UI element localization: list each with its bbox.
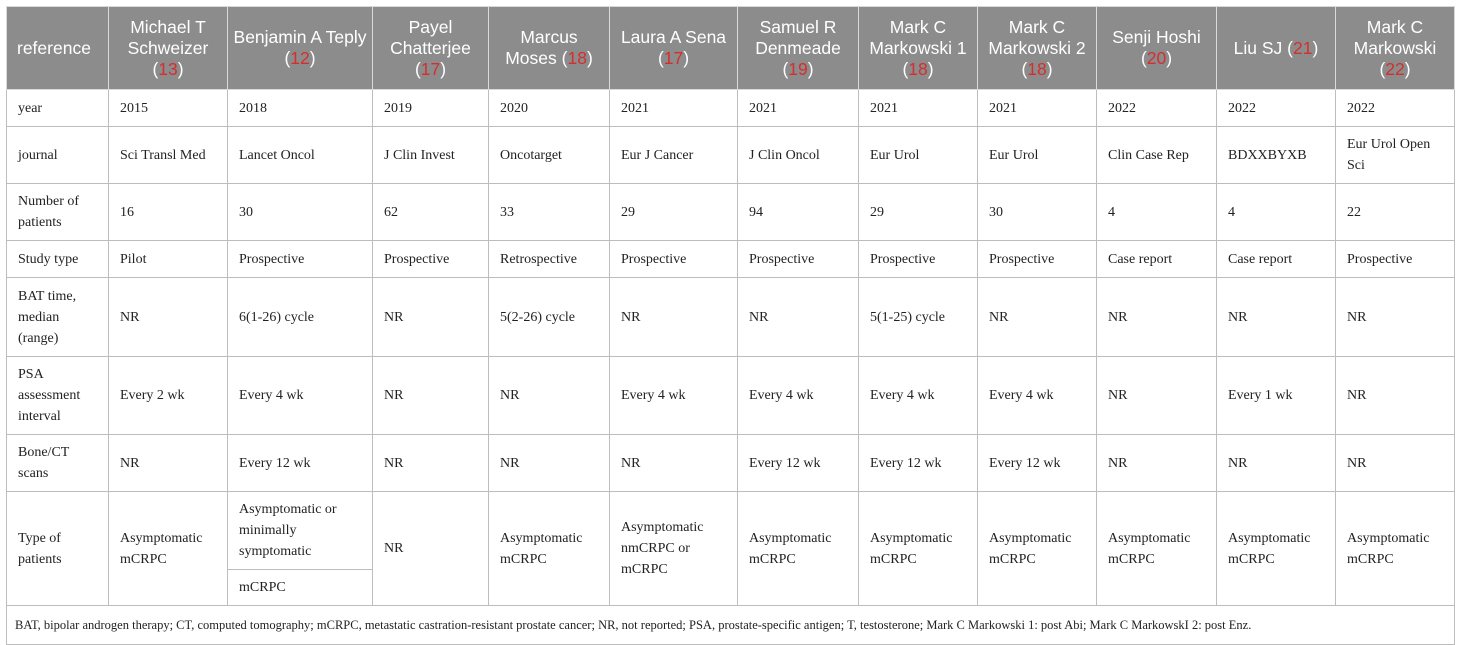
header-study: Benjamin A Teply (12) <box>228 7 373 90</box>
table-cell: Every 4 wk <box>978 357 1097 435</box>
table-cell: 4 <box>1217 184 1336 241</box>
table-cell: Every 12 wk <box>978 435 1097 492</box>
table-cell: NR <box>738 278 859 357</box>
table-cell: NR <box>373 435 489 492</box>
table-row-footnote <box>7 606 1455 645</box>
table-cell: Prospective <box>373 241 489 278</box>
table-cell: Every 1 wk <box>1217 357 1336 435</box>
table-cell: NR <box>373 278 489 357</box>
table-cell: NR <box>109 278 228 357</box>
table-cell: Retrospective <box>489 241 610 278</box>
study-name: Senji Hoshi <box>1112 27 1201 47</box>
row-label: Study type <box>7 241 109 278</box>
row-label: Bone/CT scans <box>7 435 109 492</box>
table-cell: NR <box>1336 278 1455 357</box>
table-cell: 2021 <box>859 90 978 127</box>
table-cell: Case report <box>1097 241 1217 278</box>
table-cell: Prospective <box>228 241 373 278</box>
table-cell: 2021 <box>978 90 1097 127</box>
study-name: Samuel R Denmeade <box>755 16 841 58</box>
table-cell: BDXXBYXB <box>1217 127 1336 184</box>
table-cell: 30 <box>978 184 1097 241</box>
table-row-psa-interval <box>7 357 1455 435</box>
header-study: Mark C Markowski (22) <box>1336 7 1455 90</box>
table-cell: 2020 <box>489 90 610 127</box>
table-row-journal <box>7 127 1455 184</box>
table-footnote: BAT, bipolar androgen therapy; CT, computed tomography; mCRPC, metastatic castration-resistant prostate cancer; NR, not reported; PSA, prostate-specific antigen; T, testosterone; Mark C Markowski 1: post Abi; Mark C MarkowskI 2: post Enz. <box>7 606 1455 645</box>
table-cell: Every 2 wk <box>109 357 228 435</box>
table-cell: 29 <box>610 184 738 241</box>
table-cell: 2022 <box>1097 90 1217 127</box>
table-cell: NR <box>610 435 738 492</box>
header-reference: reference <box>7 7 109 90</box>
row-label: Number of patients <box>7 184 109 241</box>
table-cell: 22 <box>1336 184 1455 241</box>
table-cell: NR <box>610 278 738 357</box>
reference-number[interactable]: 21 <box>1293 37 1313 58</box>
table-row-study-type <box>7 241 1455 278</box>
table-cell: NR <box>978 278 1097 357</box>
table-cell: Prospective <box>738 241 859 278</box>
table-cell: Asymptomatic mCRPC <box>1336 492 1455 606</box>
table-row-number-of-patients <box>7 184 1455 241</box>
table-cell: Pilot <box>109 241 228 278</box>
table-cell: Asymptomatic or minimally symptomatic <box>228 492 373 570</box>
table-cell: 2015 <box>109 90 228 127</box>
table-cell: 2021 <box>610 90 738 127</box>
table-cell: Eur Urol Open Sci <box>1336 127 1455 184</box>
table-cell: mCRPC <box>228 570 373 606</box>
table-row-year <box>7 90 1455 127</box>
table-cell: Asymptomatic mCRPC <box>109 492 228 606</box>
study-name: Liu SJ <box>1233 37 1283 58</box>
table-row-bat-time <box>7 278 1455 357</box>
table-cell: 33 <box>489 184 610 241</box>
table-row-type-of-patients <box>7 492 1455 570</box>
header-study: Senji Hoshi (20) <box>1097 7 1217 90</box>
table-cell: Prospective <box>859 241 978 278</box>
table-cell: Every 12 wk <box>738 435 859 492</box>
reference-number[interactable]: 19 <box>788 58 808 79</box>
header-study: Laura A Sena (17) <box>610 7 738 90</box>
table-cell: 29 <box>859 184 978 241</box>
table-cell: Every 4 wk <box>738 357 859 435</box>
table-cell: 2022 <box>1336 90 1455 127</box>
table-cell: 4 <box>1097 184 1217 241</box>
row-label: journal <box>7 127 109 184</box>
study-name: Mark C Markowski <box>1353 16 1437 58</box>
table-cell: Asymptomatic mCRPC <box>859 492 978 606</box>
table-cell: Every 12 wk <box>228 435 373 492</box>
header-study: Marcus Moses (18) <box>489 7 610 90</box>
table-cell: J Clin Invest <box>373 127 489 184</box>
table-cell: Clin Case Rep <box>1097 127 1217 184</box>
row-label: PSA assessment interval <box>7 357 109 435</box>
table-cell: Prospective <box>978 241 1097 278</box>
study-name: Mark C Markowski 1 <box>869 16 967 58</box>
header-study: Mark C Markowski 1 (18) <box>859 7 978 90</box>
study-name: Michael T Schweizer <box>127 16 209 58</box>
reference-number[interactable]: 20 <box>1146 48 1167 68</box>
header-study: Mark C Markowski 2 (18) <box>978 7 1097 90</box>
table-cell: 2019 <box>373 90 489 127</box>
table-cell: NR <box>373 357 489 435</box>
table-cell: 2018 <box>228 90 373 127</box>
table-cell: 5(2-26) cycle <box>489 278 610 357</box>
table-cell: NR <box>489 435 610 492</box>
table-cell: 16 <box>109 184 228 241</box>
table-cell: NR <box>1097 278 1217 357</box>
table-cell: Asymptomatic nmCRPC or mCRPC <box>610 492 738 606</box>
table-cell: Case report <box>1217 241 1336 278</box>
reference-number[interactable]: 12 <box>290 48 310 68</box>
study-name: Payel Chatterjee <box>390 16 471 58</box>
table-cell: NR <box>1336 357 1455 435</box>
table-cell: Every 4 wk <box>859 357 978 435</box>
table-cell: 94 <box>738 184 859 241</box>
table-cell: Oncotarget <box>489 127 610 184</box>
table-cell: Asymptomatic mCRPC <box>1097 492 1217 606</box>
reference-number[interactable]: 22 <box>1385 58 1405 79</box>
header-study: Liu SJ (21) <box>1217 7 1336 90</box>
row-label: BAT time, median (range) <box>7 278 109 357</box>
table-cell: Eur Urol <box>978 127 1097 184</box>
table-cell: NR <box>1097 357 1217 435</box>
reference-number[interactable]: 17 <box>663 48 684 68</box>
table-cell: Asymptomatic mCRPC <box>1217 492 1336 606</box>
table-cell: J Clin Oncol <box>738 127 859 184</box>
table-cell: NR <box>1336 435 1455 492</box>
table-cell: Eur Urol <box>859 127 978 184</box>
table-cell: Lancet Oncol <box>228 127 373 184</box>
table-cell: 2022 <box>1217 90 1336 127</box>
reference-number[interactable]: 18 <box>567 48 587 68</box>
table-cell: Asymptomatic mCRPC <box>978 492 1097 606</box>
table-cell: Prospective <box>610 241 738 278</box>
header-study: Michael T Schweizer (13) <box>109 7 228 90</box>
table-cell: Asymptomatic mCRPC <box>738 492 859 606</box>
table-cell: Every 12 wk <box>859 435 978 492</box>
table-cell: Every 4 wk <box>610 357 738 435</box>
study-name: Marcus Moses <box>505 27 578 68</box>
row-label: Type of patients <box>7 492 109 606</box>
table-cell: 5(1-25) cycle <box>859 278 978 357</box>
table-cell: Eur J Cancer <box>610 127 738 184</box>
reference-number[interactable]: 18 <box>1027 58 1047 79</box>
table-cell: Every 4 wk <box>228 357 373 435</box>
table-cell: Asymptomatic mCRPC <box>489 492 610 606</box>
table-cell: 30 <box>228 184 373 241</box>
header-row <box>7 7 1455 90</box>
study-name: Benjamin A Teply <box>233 27 367 47</box>
study-name: Laura A Sena <box>620 27 727 47</box>
table-cell: Sci Transl Med <box>109 127 228 184</box>
table-cell: NR <box>1097 435 1217 492</box>
header-study: Payel Chatterjee (17) <box>373 7 489 90</box>
table-cell: NR <box>373 492 489 606</box>
header-study: Samuel R Denmeade (19) <box>738 7 859 90</box>
table-cell: NR <box>1217 278 1336 357</box>
table-cell: Prospective <box>1336 241 1455 278</box>
table-cell: 62 <box>373 184 489 241</box>
table-row-bone-ct-scans <box>7 435 1455 492</box>
reference-number[interactable]: 17 <box>420 58 441 79</box>
table-cell: 2021 <box>738 90 859 127</box>
study-name: Mark C Markowski 2 <box>988 16 1086 58</box>
table-cell: NR <box>1217 435 1336 492</box>
table-cell: NR <box>109 435 228 492</box>
table-cell: 6(1-26) cycle <box>228 278 373 357</box>
row-label: year <box>7 90 109 127</box>
table-cell: NR <box>489 357 610 435</box>
reference-number[interactable]: 18 <box>908 58 928 79</box>
study-comparison-table <box>6 6 1455 645</box>
reference-number[interactable]: 13 <box>158 58 178 79</box>
